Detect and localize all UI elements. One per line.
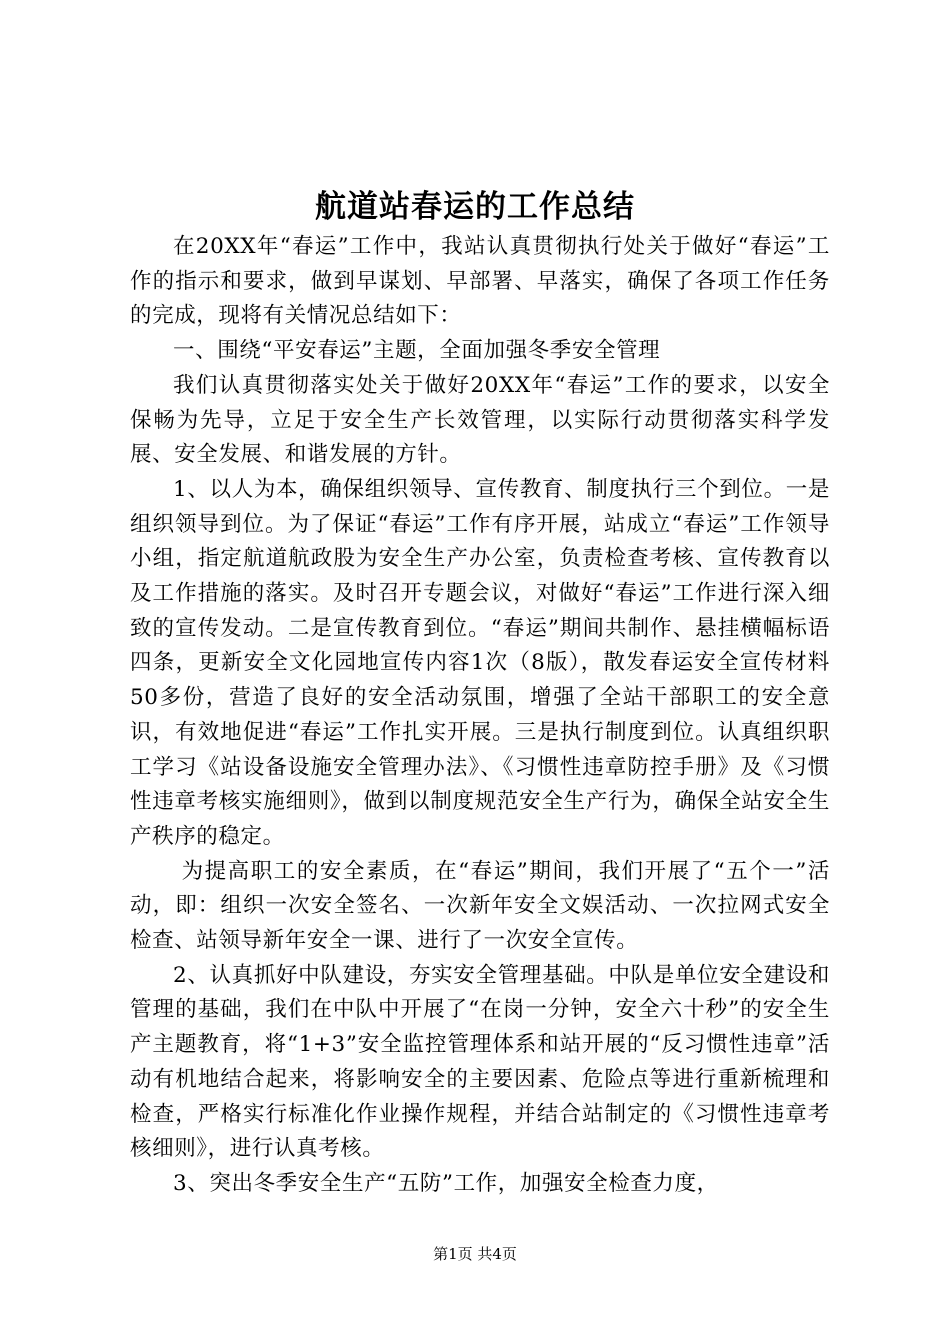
paragraph-intro: 在20XX年“春运”工作中，我站认真贯彻执行处关于做好“春运”工作的指示和要求，做到早谋划、早部署、早落实，确保了各项工作任务的完成，现将有关情况总结如下：	[130, 234, 830, 329]
paragraph-five-ones: 为提高职工的安全素质，在“春运”期间，我们开展了“五个一”活动，即：组织一次安全签名、一次新年安全文娱活动、一次拉网式安全检查、站领导新年安全一课、进行了一次安全宣传。	[130, 858, 830, 954]
paragraph-item-3: 3、突出冬季安全生产“五防”工作，加强安全检查力度，	[173, 1170, 719, 1196]
section-heading-1: 一、围绕“平安春运”主题，全面加强冬季安全管理	[173, 338, 661, 364]
document-title: 航道站春运的工作总结	[315, 189, 635, 225]
document-body	[130, 230, 830, 1202]
paragraph-requirements: 我们认真贯彻落实处关于做好20XX年“春运”工作的要求，以安全保畅为先导，立足于安全生产长效管理，以实际行动贯彻落实科学发展、安全发展、和谐发展的方针。	[130, 372, 830, 468]
page-footer: 第1页 共4页	[433, 1245, 517, 1263]
paragraph-item-1: 1、以人为本，确保组织领导、宣传教育、制度执行三个到位。一是组织领导到位。为了保证“春运”工作有序开展，站成立“春运”工作领导小组，指定航道航政股为安全生产办公室，负责检查考核、宣传教育以及工作措施的落实。及时召开专题会议，对做好“春运”工作进行深入细致的宣传发动。二是宣传教育到位。“春运”期间共制作、悬挂横幅标语四条，更新安全文化园地宣传内容1次（8版），散发春运安全宣传材料50多份，营造了良好的安全活动氛围，增强了全站干部职工的安全意识，有效地促进“春运”工作扎实开展。三是执行制度到位。认真组织职工学习《站设备设施安全管理办法》、《习惯性违章防控手册》及《习惯性违章考核实施细则》，做到以制度规范安全生产行为，确保全站安全生产秩序的稳定。	[130, 476, 830, 849]
paragraph-item-2: 2、认真抓好中队建设，夯实安全管理基础。中队是单位安全建设和管理的基础，我们在中队中开展了“在岗一分钟，安全六十秒”的安全生产主题教育，将“1+3”安全监控管理体系和站开展的“反习惯性违章”活动有机地结合起来，将影响安全的主要因素、危险点等进行重新梳理和检查，严格实行标准化作业操作规程，并结合站制定的《习惯性违章考核细则》，进行认真考核。	[130, 962, 830, 1162]
